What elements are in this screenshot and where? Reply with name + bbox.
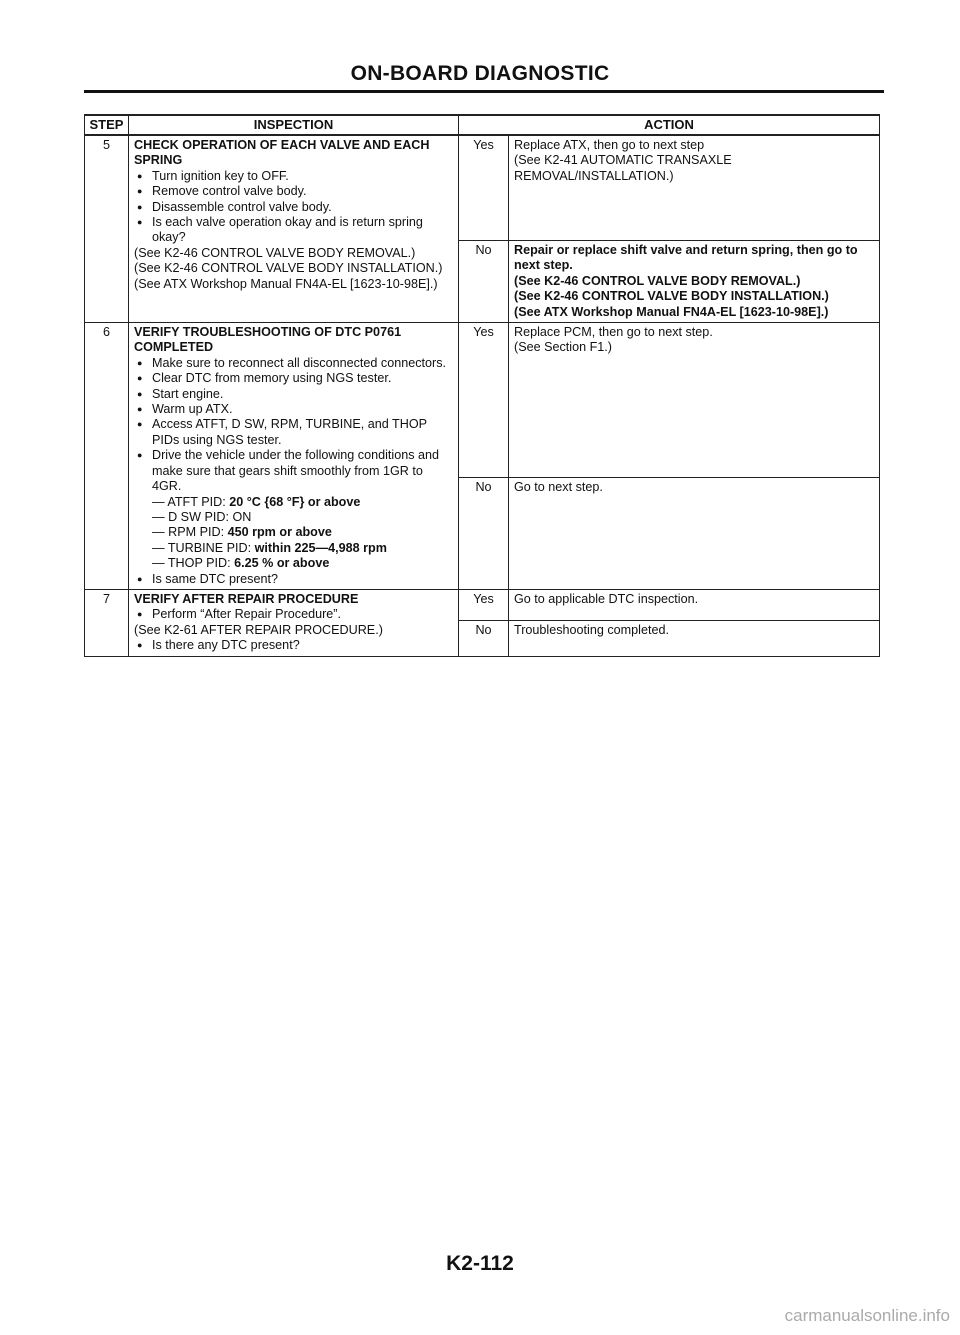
inspection-list — [134, 638, 453, 653]
action-text: (See K2-41 AUTOMATIC TRANSAXLE REMOVAL/INSTALLATION.) — [514, 153, 732, 183]
action-cell — [509, 241, 880, 323]
action-text: Repair or replace shift valve and return spring, then go to next step. — [514, 243, 858, 273]
action-cell — [509, 620, 880, 656]
list-item: ● Is same DTC present? — [134, 572, 453, 587]
page-number: K2-112 — [446, 1252, 514, 1275]
reference-text: (See ATX Workshop Manual FN4A-EL [1623-10-98E].) — [134, 276, 438, 291]
reference-text: (See K2-46 CONTROL VALVE BODY INSTALLATION.) — [134, 261, 443, 276]
action-cell — [509, 589, 880, 620]
action-text: Replace ATX, then go to next step — [514, 138, 705, 152]
no-label: No — [459, 241, 509, 323]
action-text: (See ATX Workshop Manual FN4A-EL [1623-10-98E].) — [514, 304, 829, 319]
list-item: ● Is there any DTC present? — [134, 638, 453, 653]
list-item: ● Make sure to reconnect all disconnected connectors. — [134, 356, 453, 371]
action-cell — [509, 135, 880, 241]
list-item: ● Drive the vehicle under the following conditions and make sure that gears shift smoothly from 1GR to 4GR. — [134, 448, 453, 494]
step-number: 6 — [85, 323, 129, 590]
yes-label: Yes — [459, 323, 509, 478]
inspection-cell — [129, 323, 459, 590]
list-item: ● Disassemble control valve body. — [134, 200, 453, 215]
action-text: Go to applicable DTC inspection. — [514, 591, 699, 606]
step-number: 7 — [85, 589, 129, 656]
table-row — [85, 323, 880, 478]
inspection-title: CHECK OPERATION OF EACH VALVE AND EACH SPRING — [134, 138, 430, 168]
action-text: Go to next step. — [514, 480, 603, 495]
condition-line: — D SW PID: ON — [152, 509, 252, 524]
list-item: ● Turn ignition key to OFF. — [134, 169, 453, 184]
list-item: ● Access ATFT, D SW, RPM, TURBINE, and THOP PIDs using NGS tester. — [134, 417, 453, 448]
column-header-step: STEP — [85, 115, 129, 135]
list-item: ● Perform “After Repair Procedure”. — [134, 607, 453, 622]
page-title: ON-BOARD DIAGNOSTIC — [350, 62, 610, 85]
inspection-list — [134, 607, 453, 622]
condition-line: — TURBINE PID: within 225—4,988 rpm — [152, 540, 387, 555]
reference-text: (See K2-46 CONTROL VALVE BODY REMOVAL.) — [134, 245, 416, 260]
list-item: ● Is each valve operation okay and is return spring okay? — [134, 215, 453, 246]
action-text: (See K2-46 CONTROL VALVE BODY REMOVAL.) — [514, 273, 801, 288]
no-label: No — [459, 478, 509, 590]
reference-text: (See K2-61 AFTER REPAIR PROCEDURE.) — [134, 622, 383, 637]
condition-line: — RPM PID: 450 rpm or above — [152, 525, 332, 540]
condition-line: — THOP PID: 6.25 % or above — [152, 556, 330, 571]
yes-label: Yes — [459, 589, 509, 620]
inspection-cell — [129, 135, 459, 323]
action-text: Troubleshooting completed. — [514, 622, 669, 637]
action-text: (See K2-46 CONTROL VALVE BODY INSTALLATION.) — [514, 289, 829, 304]
action-cell — [509, 478, 880, 590]
list-item: ● Clear DTC from memory using NGS tester. — [134, 371, 453, 386]
condition-line: — ATFT PID: 20 °C {68 °F} or above — [152, 494, 361, 509]
column-header-action: ACTION — [459, 115, 880, 135]
yes-label: Yes — [459, 135, 509, 241]
action-text: Replace PCM, then go to next step. — [514, 325, 713, 340]
inspection-cell — [129, 589, 459, 656]
action-cell — [509, 323, 880, 478]
watermark: carmanualsonline.info — [784, 1306, 950, 1325]
table-row — [85, 135, 880, 241]
list-item: ● Start engine. — [134, 387, 453, 402]
no-label: No — [459, 620, 509, 656]
inspection-list — [134, 169, 453, 246]
inspection-title: VERIFY AFTER REPAIR PROCEDURE — [134, 591, 359, 606]
diagnostic-table — [84, 114, 880, 657]
inspection-title: VERIFY TROUBLESHOOTING OF DTC P0761 COMPLETED — [134, 325, 402, 355]
action-text: (See Section F1.) — [514, 340, 612, 355]
step-number: 5 — [85, 135, 129, 323]
table-header-row — [85, 115, 880, 135]
inspection-list — [134, 356, 453, 495]
list-item: ● Warm up ATX. — [134, 402, 453, 417]
column-header-inspection: INSPECTION — [129, 115, 459, 135]
header-divider — [84, 90, 884, 93]
table-row — [85, 589, 880, 620]
list-item: ● Remove control valve body. — [134, 184, 453, 199]
inspection-list — [134, 572, 453, 587]
